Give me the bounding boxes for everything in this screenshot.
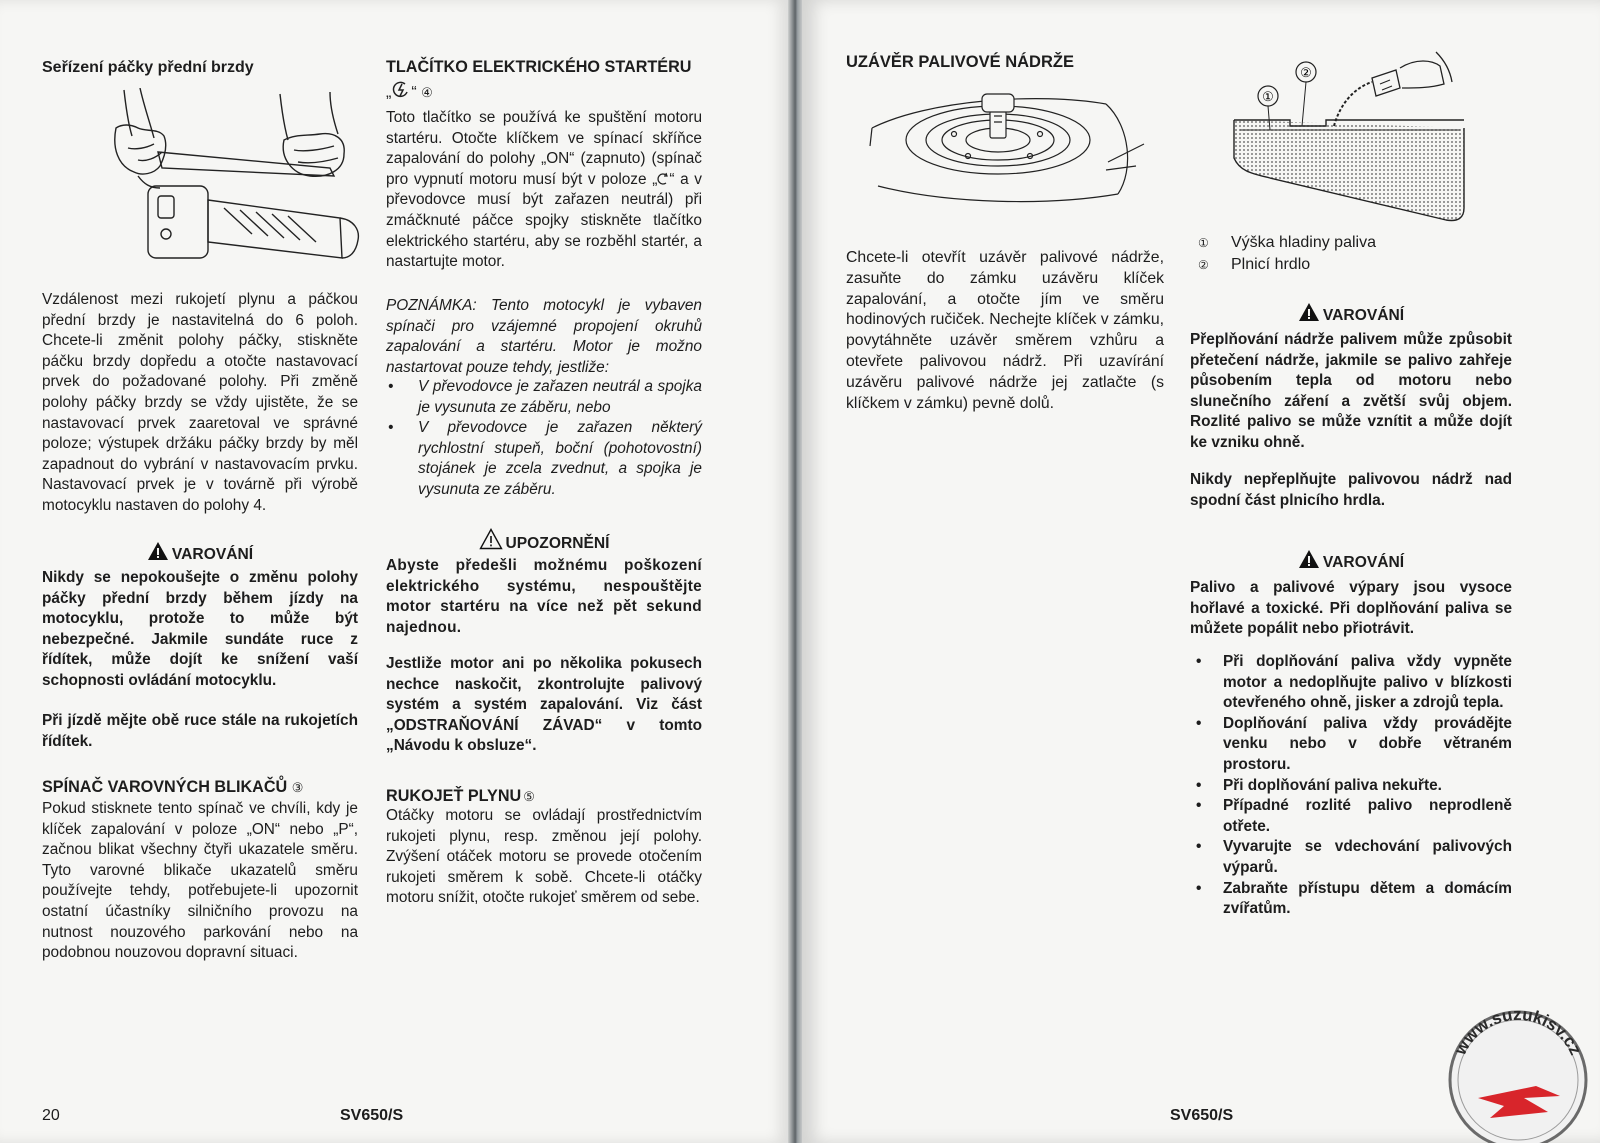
warning-heading-3 <box>1190 549 1512 574</box>
starter-symbol-line <box>386 80 433 102</box>
hazard-switch-text: Pokud stisknete tento spínač ve chvíli, kdy je klíček zapalování v poloze „ON“ nebo „P“, začnou blikat všechny čtyři ukazatele směru. Tyto varovné blikače ukazatelů směru používejte tehdy, potřebujete-li upozornit ostatní účastníky silničního provozu na nutnost nouzového parkování nebo na podobnou nouzovou dopravní situaci. <box>42 800 358 962</box>
note-text: POZNÁMKA: Tento motocykl je vybaven spínači pro vzájemné propojení okruhů zapalování a startéru. Motor je možno nastartovat pouze tehdy, jestliže: <box>386 297 702 376</box>
brake-lever-illustration <box>98 88 368 268</box>
fuel-level-illustration <box>1230 48 1470 228</box>
starter-text-part-a: Toto tlačítko se používá ke spuštění motoru startéru. Otočte klíčkem ve spínací skříňce zapalování do polohy „ON“ (zapnuto) (spínač pro vypnutí motoru musí být v poloze „ <box>386 109 702 188</box>
starter-symbol-icon <box>391 80 411 100</box>
warning-triangle-icon <box>1298 549 1320 569</box>
brake-lever-title: Seřízení páčky přední brzdy <box>42 59 254 76</box>
warning-text-2: Přeplňování nádrže palivem může způsobit přetečení nádrže, jakmile se palivo zahřeje působením tepla od motoru nebo slunečního záření a zvětší svůj objem. Rozlité palivo se může vznítit a může dojít ke vzniku ohně. <box>1190 331 1512 451</box>
warning-label: VAROVÁNÍ <box>1322 307 1405 324</box>
warning-triangle-icon <box>1298 302 1320 322</box>
fuel-cap-text: Chcete-li otevřít uzávěr palivové nádrže, zasuňte do zámku uzávěru klíček zapalování, a otočte jím ve směru hodinových ručiček. Nechejte klíček v zámku, povytáhněte uzávěr směrem vzhůru a otevřete palivovou nádrž. Při uzavírání uzávěru palivové nádrže jej zatlačte (s klíčkem v zámku) pevně dolů. <box>846 249 1164 412</box>
legend-num: ② <box>1198 258 1209 272</box>
list-item: • Zabraňte přístupu dětem a domácím zvířatům. <box>1190 879 1512 920</box>
legend-text: Plnicí hrdlo <box>1231 256 1311 273</box>
quote-open: „ <box>386 84 392 101</box>
throttle-text: Otáčky motoru se ovládají prostřednictvím rukojeti plynu, resp. změnou její polohy. Zvýšení otáček motoru se provede otočením rukojeti směrem k sobě. Chcete-li otáčky motoru snížit, otočte rukojeť směrem od sebe. <box>386 807 702 907</box>
left-page <box>0 0 790 1143</box>
fuel-cap-heading: UZÁVĚR PALIVOVÉ NÁDRŽE <box>846 53 1074 71</box>
caution-text: Abyste předešli možnému poškození elektrického systému, nespouštějte motor startéru na více než pět sekund najednou. <box>386 557 702 636</box>
starter-text <box>386 108 702 273</box>
warning-triangle-icon <box>147 541 169 561</box>
throttle-heading <box>386 786 702 807</box>
legend-item <box>1198 232 1498 254</box>
warning-text-1: Nikdy se nepokoušejte o změnu polohy páčky přední brzdy během jízdy na motocyklu, protože to může být nebezpečné. Jakmile sundáte ruce z řídítek, může dojít ke snížení vaší schopnosti ovládání motocyklu. <box>42 569 358 689</box>
throttle-title: RUKOJEŤ PLYNU <box>386 787 522 805</box>
warning-heading-2 <box>1190 302 1512 327</box>
warning-list <box>1190 652 1512 920</box>
list-item: • V převodovce je zařazen některý rychlostní stupeň, boční (pohotovostní) stojánek je zcela zvednut, a spojka je vysunuta ze záběru. <box>386 418 702 500</box>
starter-heading: TLAČÍTKO ELEKTRICKÉHO STARTÉRU <box>386 58 692 76</box>
hazard-switch-title: SPÍNAČ VAROVNÝCH BLIKAČŮ <box>42 778 288 796</box>
hazard-switch-heading <box>42 777 358 798</box>
caution-heading <box>386 528 702 555</box>
list-item: • V převodovce je zařazen neutrál a spojka je vysunuta ze záběru, nebo <box>386 377 702 418</box>
callout-label-1: ① <box>1262 89 1274 104</box>
warning-text-3: Palivo a palivové výpary jsou vysoce hořlavé a toxické. Při doplňování paliva se můžete popálit nebo přiotrávit. <box>1190 579 1512 638</box>
model-left: SV650/S <box>340 1107 404 1124</box>
list-item: • Při doplňování paliva nekuřte. <box>1190 776 1512 797</box>
figure-legend <box>1198 232 1498 276</box>
page-number-left: 20 <box>42 1107 60 1124</box>
hazard-switch-ref: ③ <box>291 780 304 795</box>
list-item: • Při doplňování paliva vždy vypněte motor a nedoplňujte palivo v blízkosti otevřeného ohně, jisker a zdrojů tepla. <box>1190 652 1512 714</box>
note-list <box>386 377 702 501</box>
engine-stop-run-icon <box>657 172 669 186</box>
warning-text-2b: Nikdy nepřeplňujte palivovou nádrž nad spodní část plnicího hrdla. <box>1190 471 1512 509</box>
callout-label-2: ② <box>1300 65 1312 80</box>
list-item: • Vyvarujte se vdechování palivových výparů. <box>1190 837 1512 878</box>
legend-text: Výška hladiny paliva <box>1231 234 1376 251</box>
fuel-cap-illustration <box>868 86 1158 216</box>
legend-num: ① <box>1198 236 1209 250</box>
right-page <box>802 0 1600 1143</box>
warning-label: VAROVÁNÍ <box>1322 554 1405 571</box>
stamp-text: www.suzukisv.cz <box>1450 1004 1586 1058</box>
starter-text-part-b: “ a v převodovce musí být zařazen neutrál) při zmáčknuté páčce spojky stiskněte tlačítko elektrického startéru, aby se rozběhl startér, a nastartujte motor. <box>386 170 702 271</box>
legend-item <box>1198 254 1498 276</box>
caution-triangle-icon <box>479 528 503 550</box>
brake-lever-text: Vzdálenost mezi rukojetí plynu a páčkou přední brzdy je nastavitelná do 6 poloh. Chcete-li změnit polohy páčky, stiskněte páčku brzdy dopředu a otočte nastavovací prvek do požadované polohy. Při změně polohy páčky brzdy se vždy ujistěte, že se nastavovací prvek zaaretoval ve správné poloze; výstupek držáku páčky brzdy by měl zapadnout do vybrání v nastavovacím prvku. Nastavovací prvek je v továrně při výrobě motocyklu nastaven do polohy 4. <box>42 291 358 514</box>
list-item: • Případné rozlité palivo neprodleně otřete. <box>1190 796 1512 837</box>
list-item: • Doplňování paliva vždy provádějte venku nebo v dobře větraném prostoru. <box>1190 714 1512 776</box>
quote-close: “ <box>411 84 417 101</box>
model-right: SV650/S <box>1170 1107 1234 1124</box>
caution-text-2: Jestliže motor ani po několika pokusech nechce naskočit, zkontrolujte palivový systém a systém zapalování. Viz část „ODSTRAŇOVÁNÍ ZÁVAD“ v tomto „Návodu k obsluze“. <box>386 655 702 755</box>
caution-label: UPOZORNĚNÍ <box>505 535 610 552</box>
starter-ref: ④ <box>421 85 433 100</box>
warning-label: VAROVÁNÍ <box>171 546 254 563</box>
throttle-ref: ⑤ <box>523 789 535 804</box>
warning-text-1b: Při jízdě mějte obě ruce stále na rukojetích řídítek. <box>42 712 358 750</box>
warning-heading-1 <box>42 541 358 566</box>
watermark-stamp <box>1438 1000 1598 1143</box>
